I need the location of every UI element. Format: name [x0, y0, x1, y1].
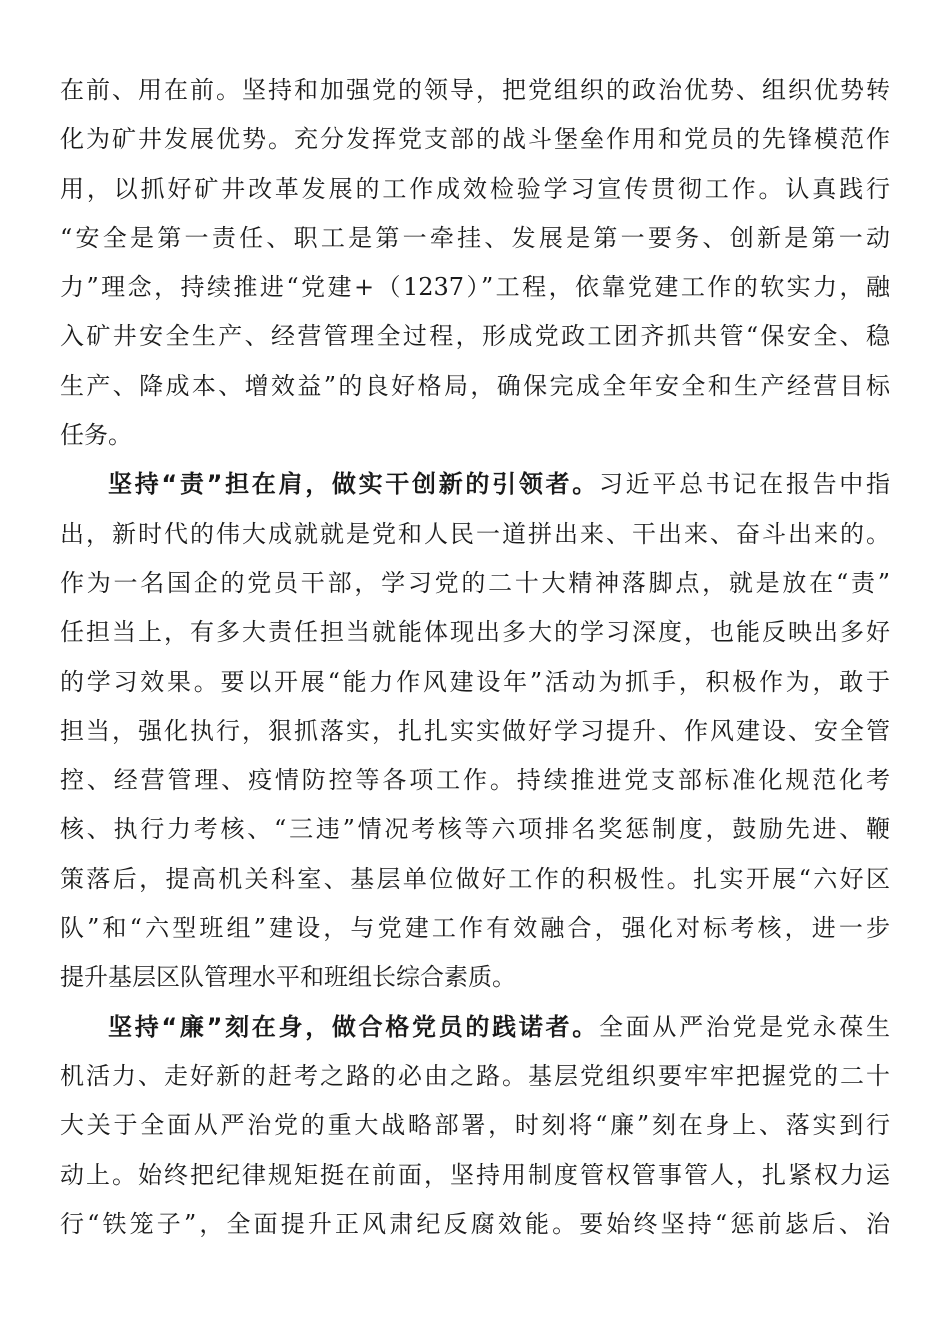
paragraph-2-line: 核、执行力考核、“三违”情况考核等六项排名奖惩制度，鼓励先进、鞭 [60, 815, 890, 844]
paragraph-2-first-line-text: 习近平总书记在报告中指 [598, 470, 891, 499]
paragraph-2-line: 队”和“六型班组”建设，与党建工作有效融合，强化对标考核，进一步 [60, 914, 890, 943]
paragraph-1-line: 入矿井安全生产、经营管理全过程，形成党政工团齐抓共管“保安全、稳 [60, 322, 890, 351]
paragraph-2-line: 出，新时代的伟大成就就是党和人民一道拼出来、干出来、奋斗出来的。 [60, 519, 890, 548]
paragraph-2-line: 任担当上，有多大责任担当就能体现出多大的学习深度，也能反映出多好 [60, 618, 890, 647]
paragraph-2-line: 提升基层区队管理水平和班组长综合素质。 [60, 963, 516, 992]
paragraph-3-line: 机活力、走好新的赶考之路的必由之路。基层党组织要牢牢把握党的二十 [60, 1061, 890, 1090]
paragraph-1-line: “安全是第一责任、职工是第一牵挂、发展是第一要务、创新是第一动 [60, 223, 890, 252]
paragraph-1-line: 化为矿井发展优势。充分发挥党支部的战斗堡垒作用和党员的先锋模范作 [60, 125, 890, 154]
paragraph-2-line: 策落后，提高机关科室、基层单位做好工作的积极性。扎实开展“六好区 [60, 864, 890, 893]
paragraph-2-heading: 坚持“责”担在肩，做实干创新的引领者。 [108, 470, 599, 499]
paragraph-2-first-line [60, 460, 890, 509]
paragraph-1-line: 任务。 [60, 421, 132, 450]
paragraph-3-line: 行“铁笼子”，全面提升正风肃纪反腐效能。要始终坚持“惩前毖后、治 [60, 1209, 890, 1238]
paragraph-1-line: 用，以抓好矿井改革发展的工作成效检验学习宣传贯彻工作。认真践行 [60, 174, 890, 203]
paragraph-3-line: 动上。始终把纪律规矩挺在前面，坚持用制度管权管事管人，扎紧权力运 [60, 1160, 890, 1189]
paragraph-1-line: 生产、降成本、增效益”的良好格局，确保完成全年安全和生产经营目标 [60, 371, 890, 400]
paragraph-1-line: 力”理念，持续推进“党建+（1237）”工程，依靠党建工作的软实力，融 [60, 273, 890, 302]
paragraph-2-line: 的学习效果。要以开展“能力作风建设年”活动为抓手，积极作为，敢于 [60, 667, 890, 696]
paragraph-3-first-line [60, 1003, 890, 1052]
paragraph-1-line: 在前、用在前。坚持和加强党的领导，把党组织的政治优势、组织优势转 [60, 76, 890, 104]
paragraph-2-line: 担当，强化执行，狠抓落实，扎扎实实做好学习提升、作风建设、安全管 [60, 716, 890, 745]
paragraph-3-heading: 坚持“廉”刻在身，做合格党员的践诺者。 [108, 1012, 599, 1041]
paragraph-2-line: 作为一名国企的党员干部，学习党的二十大精神落脚点，就是放在“责” [60, 568, 890, 597]
paragraph-2-line: 控、经营管理、疫情防控等各项工作。持续推进党支部标准化规范化考 [60, 766, 890, 795]
paragraph-3-line: 大关于全面从严治党的重大战略部署，时刻将“廉”刻在身上、落实到行 [60, 1111, 890, 1140]
document-body [60, 66, 890, 1249]
paragraph-3-first-line-text: 全面从严治党是党永葆生 [598, 1012, 891, 1041]
